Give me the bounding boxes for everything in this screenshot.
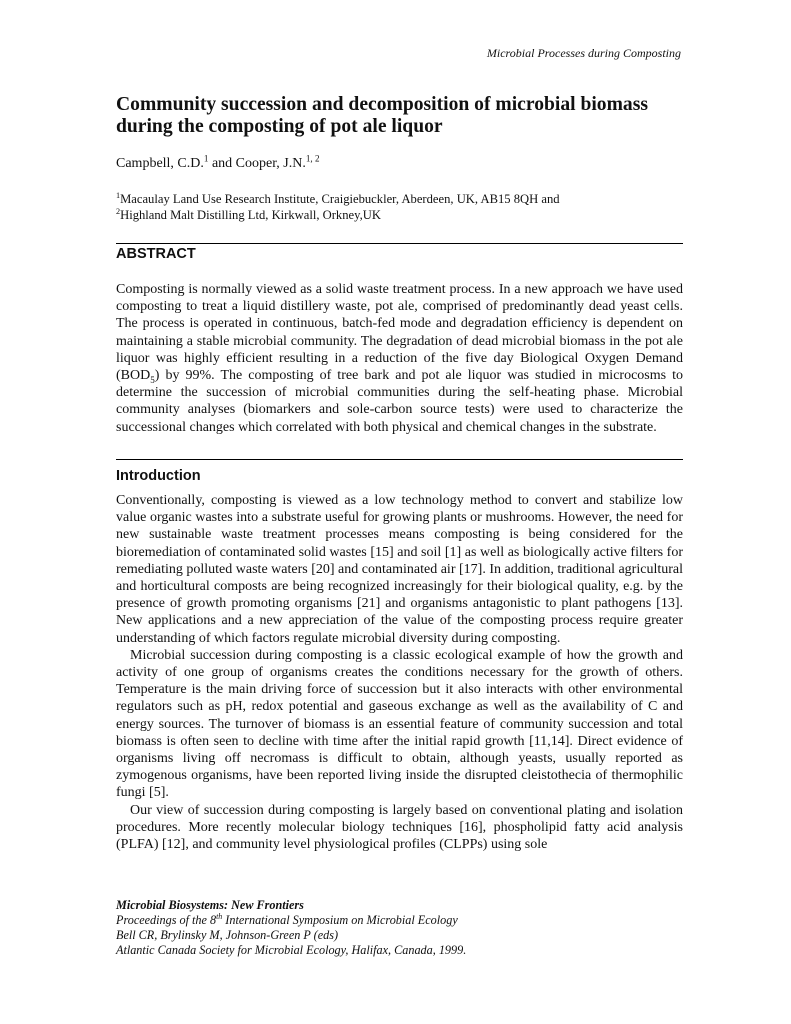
running-head: Microbial Processes during Composting	[486, 46, 681, 60]
abstract-bottom-rule	[116, 459, 683, 460]
footer-book-title: Microbial Biosystems: New Frontiers	[116, 898, 304, 912]
affiliation-1-text: Macaulay Land Use Research Institute, Craigiebuckler, Aberdeen, UK, AB15 8QH and	[120, 192, 560, 206]
author-line	[116, 153, 320, 172]
author-1-affil-mark: 1	[203, 153, 209, 164]
author-conjunction: and	[208, 156, 236, 171]
affiliation-2	[116, 208, 381, 223]
abstract-part-2: ) by 99%. The composting of tree bark and pot ale liquor was studied in microcosms to determine the succession of microbial communities during the self-heating phase. Microbial community analyses (biomarkers and sole-carbon source tests) were used to characterize the successional changes which correlated with both physical and chemical changes in the substrate.	[116, 368, 683, 435]
affiliation-2-mark: 2	[116, 206, 121, 216]
introduction-heading: Introduction	[116, 468, 201, 484]
intro-paragraph-2: Microbial succession during composting is a classic ecological example of how the growth and activity of one group of organisms creates the conditions necessary for the growth of others. Temperature is the main driving force of succession but it also interacts with other environmental regulators such as pH, redox potential and gaseous exchange as well as the availability of C and energy sources. The turnover of biomass is an essential feature of community succession and total biomass is often seen to decline with time after the initial rapid growth [11,14]. Direct evidence of organisms living off necromass is difficult to obtain, although yeasts, usually reported as zymogenous organisms, have been reported living inside the disrupted cleistothecia of thermophilic fungi [5].	[116, 647, 683, 801]
abstract-top-rule	[116, 243, 683, 244]
affiliation-1	[116, 192, 560, 207]
author-1: Campbell, C.D.	[116, 156, 204, 171]
bod-subscript: 5	[150, 374, 155, 385]
footer-proceedings	[116, 913, 466, 928]
affiliation-2-text: Highland Malt Distilling Ltd, Kirkwall, Orkney,UK	[120, 208, 381, 222]
footer-editors: Bell CR, Brylinsky M, Johnson-Green P (eds)	[116, 928, 339, 942]
intro-paragraph-3: Our view of succession during composting is largely based on conventional plating and isolation procedures. More recently molecular biology techniques [16], phospholipid fatty acid analysis (PLFA) [12], and community level physiological profiles (CLPPs) using sole	[116, 802, 683, 853]
intro-paragraph-1: Conventionally, composting is viewed as a low technology method to convert and stabilize low value organic wastes into a substrate useful for growing plants or mushrooms. However, the need for new sustainable waste treatment processes means composting is being considered for the bioremediation of contaminated solid wastes [15] and soil [1] as well as biologically active filters for remediating polluted waste waters [20] and contaminated air [17]. In addition, traditional agricultural and horticultural composts are being recognized increasingly for their biological quality, e.g. by the presence of growth promoting organisms [21] and organisms antagonistic to plant pathogens [13]. New applications and a new appreciation of the value of the composting process require greater understanding of which factors regulate microbial diversity during composting.	[116, 493, 683, 646]
introduction-body	[116, 492, 683, 853]
footer-ordinal: th	[216, 911, 223, 921]
paper-title: Community succession and decomposition of microbial biomass during the composting of pot ale liquor	[116, 94, 648, 137]
footer-proceedings-pre: Proceedings of the 8	[116, 913, 217, 927]
affiliation-1-mark: 1	[116, 190, 121, 200]
author-2-affil-mark: 1, 2	[305, 153, 320, 164]
abstract-heading: ABSTRACT	[116, 246, 196, 262]
author-2: Cooper, J.N.	[235, 156, 306, 171]
abstract-part-1: Composting is normally viewed as a solid waste treatment process. In a new approach we have used composting to treat a liquid distillery waste, pot ale, comprised of predominantly dead yeast cells. The process is operated in continuous, batch-fed mode and degradation efficiency is dependent on maintaining a stable microbial community. The degradation of dead microbial biomass in the pot ale liquor was highly efficient resulting in a reduction of the five day Biological Oxygen Demand (BOD	[116, 282, 683, 384]
footer-proceedings-post: International Symposium on Microbial Ecology	[222, 913, 458, 927]
proceedings-footer	[116, 898, 466, 958]
footer-publisher: Atlantic Canada Society for Microbial Ecology, Halifax, Canada, 1999.	[116, 943, 467, 957]
abstract-text	[116, 281, 683, 436]
